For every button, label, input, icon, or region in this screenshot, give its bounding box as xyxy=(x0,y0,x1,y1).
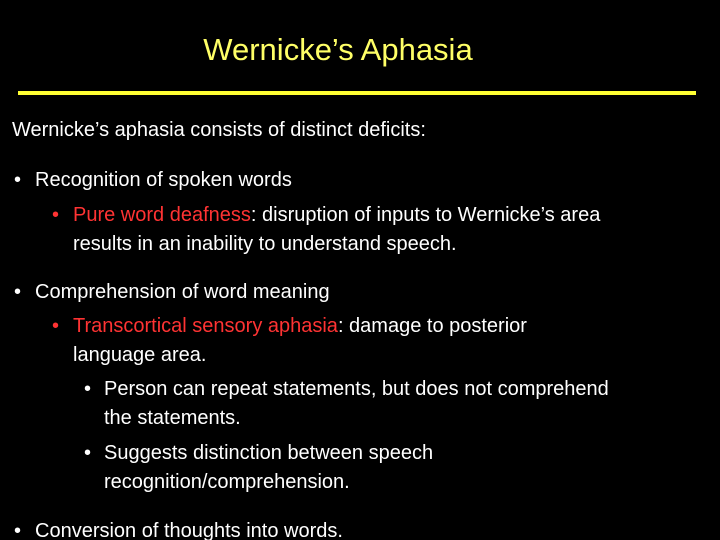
term-transcortical-sensory-aphasia: Transcortical sensory aphasia xyxy=(73,315,338,337)
title-underline xyxy=(18,91,696,95)
bullet-1-1: • xyxy=(52,204,60,226)
item-2-1-2-line-2: recognition/comprehension. xyxy=(104,471,350,493)
bullet-2-1-2: • xyxy=(84,442,92,464)
intro-text: Wernicke’s aphasia consists of distinct deficits: xyxy=(12,119,426,141)
bullet-2: • xyxy=(14,281,22,303)
bullet-3: • xyxy=(14,520,22,540)
item-3-text: Conversion of thoughts into words. xyxy=(35,520,343,540)
item-2-1-line-1 xyxy=(73,311,527,341)
item-2-1-desc: : damage to posterior xyxy=(337,315,527,337)
item-2-1-2-line-1: Suggests distinction between speech xyxy=(104,442,434,464)
item-2-1-line-2: language area. xyxy=(73,344,207,366)
item-1-text: Recognition of spoken words xyxy=(35,169,292,191)
item-2-text: Comprehension of word meaning xyxy=(35,281,330,303)
term-pure-word-deafness: Pure word deafness xyxy=(73,204,251,226)
item-1-1-line-2: results in an inability to understand speech. xyxy=(73,233,457,255)
slide-title: Wernicke’s Aphasia xyxy=(203,32,473,67)
bullet-1: • xyxy=(14,169,22,191)
bullet-2-1-1: • xyxy=(84,378,92,400)
item-1-1-desc: : disruption of inputs to Wernicke’s area xyxy=(250,204,601,226)
item-2-1-1-line-1: Person can repeat statements, but does not comprehend xyxy=(104,378,609,400)
bullet-2-1: • xyxy=(52,315,60,337)
item-1-1-line-1 xyxy=(73,200,600,230)
item-2-1-1-line-2: the statements. xyxy=(104,407,241,429)
